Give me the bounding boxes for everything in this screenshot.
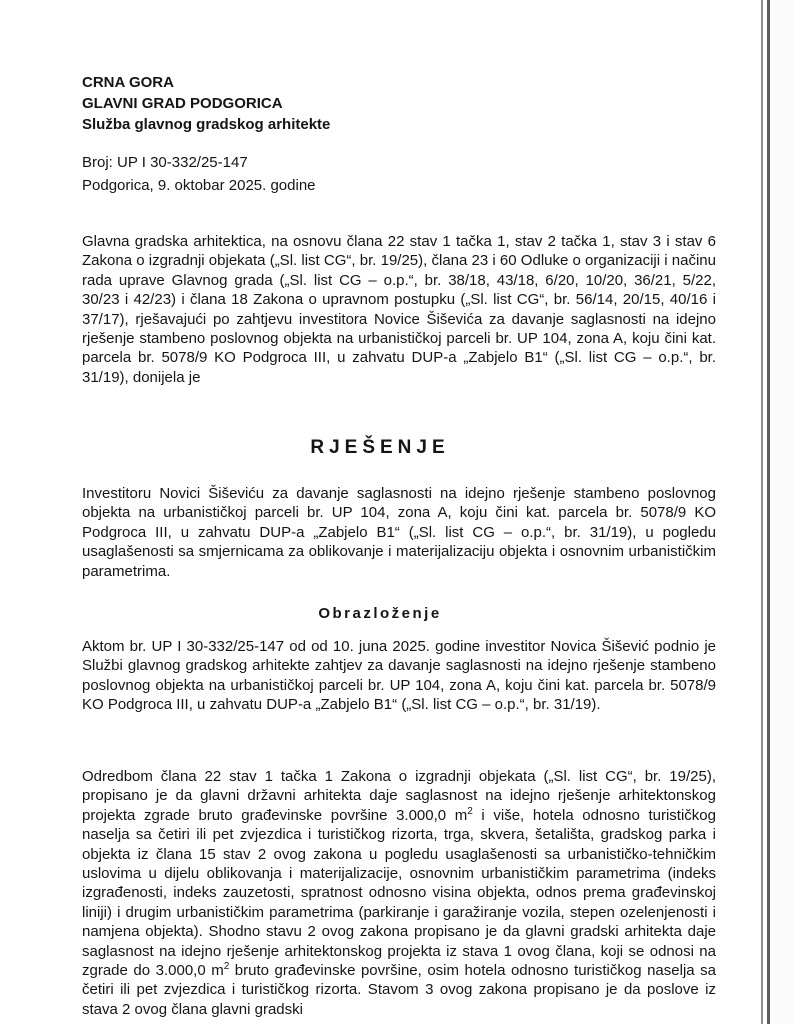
letterhead-city: GLAVNI GRAD PODGORICA: [82, 95, 283, 112]
reasoning-paragraph-2: [82, 767, 716, 1024]
superscript-square: 2: [223, 961, 230, 973]
reference-number: Broj: UP I 30-332/25-147: [82, 154, 248, 171]
reasoning-heading: Obrazloženje: [318, 605, 442, 622]
page-edge-line: [761, 0, 763, 1024]
reference-block: [82, 151, 316, 197]
intro-paragraph: Glavna gradska arhitektica, na osnovu člana 22 stav 1 tačka 1, stav 2 tačka 1, stav 3 i stav 6 Zakona o izgradnji objekata („Sl. list CG“, br. 19/25), člana 23 i 60 Odluke o organizaciji i načinu rada uprave Glavnog grada („Sl. list CG – o.p.“, br. 38/18, 43/18, 6/20, 10/20, 36/21, 5/22, 30/23 i 42/23) i člana 18 Zakona o upravnom postupku („Sl. list CG“, br. 56/14, 20/15, 40/16 i 37/17), rješavajući po zahtjevu investitora Novice Šiševića za davanje saglasnosti na idejno rješenje stambeno poslovnog objekta na urbanističkoj parceli br. UP 104, zona A, koju čini kat. parcela br. 5078/9 KO Podgroca III, u zahvatu DUP-a „Zabjelo B1“ („Sl. list CG – o.p.“, br. 31/19), donijela je: [82, 233, 716, 386]
place-and-date: Podgorica, 9. oktobar 2025. godine: [82, 177, 316, 194]
letterhead-country: CRNA GORA: [82, 74, 174, 91]
decision-heading: RJEŠENJE: [310, 437, 450, 458]
superscript-square: 2: [467, 805, 473, 817]
reasoning-text-part-3: bruto građevinske površine, osim hotela odnosno turističkog naselja sa četiri ili pet zvjezdica i turističkog rizorta. Stavom 3 ovog zakona propisano je da poslove iz stava 2 ovog člana glavni gradski: [82, 962, 716, 1018]
reasoning-text-part-1: Odredbom člana 22 stav 1 tačka 1 Zakona o izgradnji objekata („Sl. list CG“, br. 19/25), propisano je da glavni državni arhitekta daje saglasnost na idejno rješenje arhitektonskog projekta zgrade bruto građevinske površine 3.000,0 m: [82, 768, 716, 824]
letterhead: [82, 72, 330, 135]
reasoning-paragraph-1: Aktom br. UP I 30-332/25-147 od od 10. juna 2025. godine investitor Novica Šišević podnio je Službi glavnog gradskog arhitekte zahtjev za davanje saglasnosti na idejno rješenje stambeno poslovnog objekta na urbanističkoj parceli br. UP 104, zona A, koju čini kat. parcela br. 5078/9 KO Podgroca III, u zahvatu DUP-a „Zabjelo B1“ („Sl. list CG – o.p.“, br. 31/19).: [82, 638, 716, 714]
letterhead-office: Služba glavnog gradskog arhitekte: [82, 116, 331, 133]
decision-paragraph: Investitoru Novici Šiševiću za davanje saglasnosti na idejno rješenje stambeno poslovnog objekta na urbanističkoj parceli br. UP 104, zona A, koju čini kat. parcela br. 5078/9 KO Podgroca III, u zahvatu DUP-a „Zabjelo B1“ („Sl. list CG – o.p.“, br. 31/19), u pogledu usaglašenosti sa smjernicama za oblikovanje i materijalizaciju objekta i osnovnim urbanističkim parametrima.: [82, 485, 716, 580]
reasoning-text-part-2: i više, hotela odnosno turističkog naselja sa četiri ili pet zvjezdica i turističkog rizorta, trga, skvera, šetališta, gradskog parka i objekta iz člana 15 stav 2 ovog zakona u pogledu usaglašenosti sa urbanističko-tehničkim uslovima u dijelu oblikovanja i materijalizacije, osnovnim urbanističkim parametrima (indeks izgrađenosti, indeks zauzetosti, spratnost odnosno visina objekta, odnos prema građevinskoj liniji) i drugim urbanističkim parametrima (parkiranje i garažiranje vozila, stepen ozelenjenosti i namjena objekta). Shodno stavu 2 ovog zakona propisano je da glavni gradski arhitekta daje saglasnost na idejno rješenje arhitektonskog projekta iz stava 1 ovog člana, koji se odnosi na zgrade do 3.000,0 m: [82, 806, 716, 980]
page-margin-strip: [770, 0, 793, 1024]
